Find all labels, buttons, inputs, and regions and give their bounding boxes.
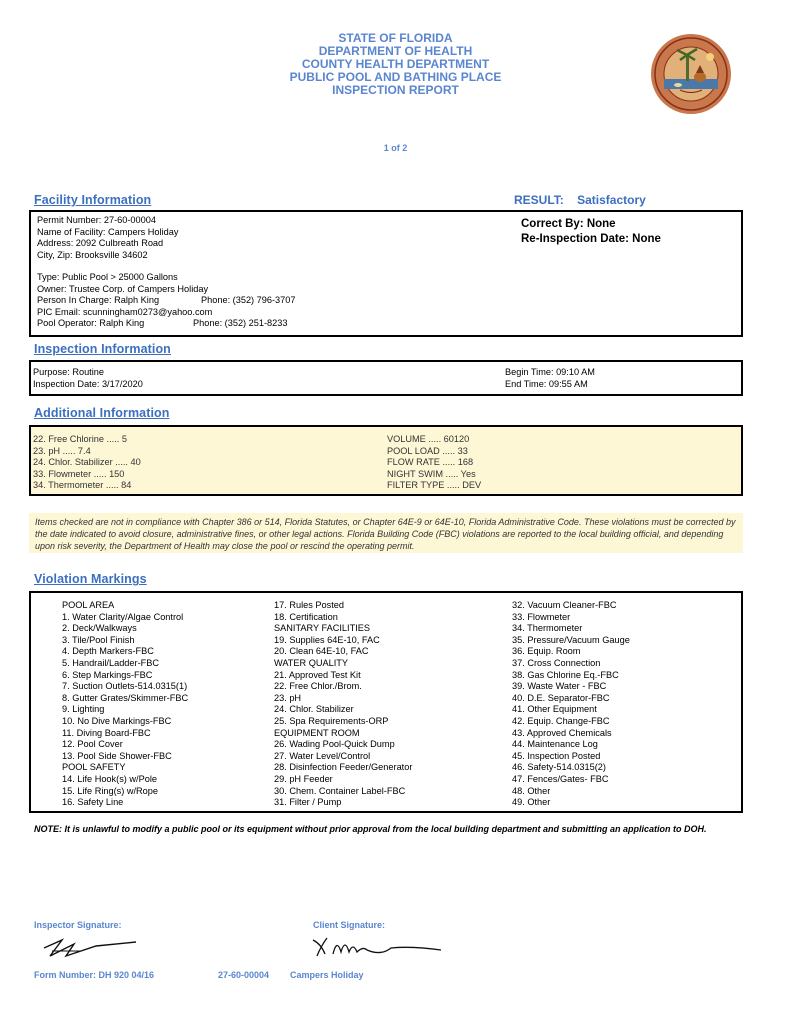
violation-item: 37. Cross Connection — [512, 657, 601, 668]
violation-item: 46. Safety-514.0315(2) — [512, 762, 606, 773]
violation-item: 33. Flowmeter — [512, 611, 571, 622]
person-phone: Phone: (352) 796-3707 — [201, 295, 296, 305]
facility-owner: Owner: Trustee Corp. of Campers Holiday — [37, 283, 209, 294]
violation-item: 11. Diving Board-FBC — [62, 727, 151, 738]
violation-item: 14. Life Hook(s) w/Pole — [62, 773, 157, 784]
additional-left-item: 24. Chlor. Stabilizer ..... 40 — [33, 457, 141, 467]
violation-item: EQUIPMENT ROOM — [274, 727, 360, 738]
violation-item: 12. Pool Cover — [62, 739, 123, 750]
additional-left-item: 34. Thermometer ..... 84 — [33, 480, 132, 490]
person-in-charge — [37, 295, 296, 307]
result — [514, 193, 646, 207]
violation-item: 47. Fences/Gates- FBC — [512, 773, 609, 784]
additional-left — [33, 434, 141, 492]
correct-by: Correct By: None — [521, 218, 616, 230]
violation-item: 22. Free Chlor./Brom. — [274, 681, 362, 692]
facility-city: City, Zip: Brooksville 34602 — [37, 249, 148, 260]
facility-type: Type: Public Pool > 25000 Gallons — [37, 272, 178, 282]
reinspection-date: Re-Inspection Date: None — [521, 233, 661, 245]
inspection-date: Inspection Date: 3/17/2020 — [33, 378, 143, 389]
form-number: Form Number: DH 920 04/16 — [34, 970, 155, 980]
correction-info — [521, 217, 661, 247]
violation-item: 34. Thermometer — [512, 623, 583, 634]
inspector-signature — [40, 934, 150, 967]
violation-item: 48. Other — [512, 785, 551, 796]
violation-item: 8. Gutter Grates/Skimmer-FBC — [62, 692, 189, 703]
additional-right-item: FLOW RATE ..... 168 — [387, 457, 474, 467]
permit-number: Permit Number: 27-60-00004 — [37, 215, 156, 225]
operator-name: Pool Operator: Ralph King — [37, 318, 145, 328]
violation-item: POOL SAFETY — [62, 762, 126, 773]
violation-item: 49. Other — [512, 797, 551, 808]
violation-item: 6. Step Markings-FBC — [62, 669, 153, 680]
legal-note: NOTE: It is unlawful to modify a public pool or its equipment without prior approval from the local building department and submitting an application to DOH. — [34, 824, 707, 834]
violations-col-1 — [62, 600, 188, 809]
violation-item: SANITARY FACILITIES — [274, 623, 370, 634]
violation-item: 17. Rules Posted — [274, 600, 344, 610]
additional-right — [387, 434, 481, 492]
additional-right-item: VOLUME ..... 60120 — [387, 434, 470, 444]
violation-item: 42. Equip. Change-FBC — [512, 715, 610, 726]
violation-item: 15. Life Ring(s) w/Rope — [62, 785, 159, 796]
footer-facility: Campers Holiday — [290, 970, 364, 980]
header-line-1: STATE OF FLORIDA — [338, 31, 453, 45]
violation-item: 16. Safety Line — [62, 797, 124, 808]
violation-item: 45. Inspection Posted — [512, 750, 601, 761]
violation-item: 1. Water Clarity/Algae Control — [62, 611, 184, 622]
violation-item: 35. Pressure/Vacuum Gauge — [512, 634, 630, 645]
violations-col-2 — [274, 600, 412, 809]
violation-item: 9. Lighting — [62, 704, 105, 715]
violation-item: 29. pH Feeder — [274, 773, 333, 784]
violation-item: POOL AREA — [62, 600, 115, 610]
additional-right-item: POOL LOAD ..... 33 — [387, 445, 468, 456]
footer-permit: 27-60-00004 — [218, 970, 270, 980]
additional-section-title: Additional Information — [34, 406, 170, 420]
page-number: 1 of 2 — [383, 143, 408, 153]
inspector-signature-label: Inspector Signature: — [34, 920, 122, 930]
violation-item: 21. Approved Test Kit — [274, 669, 361, 680]
pic-email: PIC Email: scunningham0273@yahoo.com — [37, 306, 213, 317]
violation-item: 7. Suction Outlets-514.0315(1) — [62, 681, 188, 692]
result-label: RESULT: — [514, 193, 564, 207]
violation-item: 43. Approved Chemicals — [512, 727, 612, 738]
additional-right-item: NIGHT SWIM ..... Yes — [387, 468, 476, 479]
facility-address: Address: 2092 Culbreath Road — [37, 238, 164, 248]
violation-item: 18. Certification — [274, 611, 338, 622]
additional-left-item: 22. Free Chlorine ..... 5 — [33, 434, 127, 444]
additional-right-item: FILTER TYPE ..... DEV — [387, 480, 482, 490]
inspection-section-title: Inspection Information — [34, 342, 171, 356]
inspection-right — [505, 367, 595, 390]
compliance-notice: Items checked are not in compliance with Chapter 386 or 514, Florida Statutes, or Chapter 64E-9 or 64E-10, Florida Administrative Code. These violations must be corrected by the date indicated to avoid closure, administrative fines, or other legal actions. Florida Building Code (FBC) violations are reported to the local building official, and depending upon risk severity, the Department of Health may close the pool or rescind the operating permit. — [29, 513, 743, 553]
header-line-3: COUNTY HEALTH DEPARTMENT — [301, 57, 490, 71]
violation-item: 4. Depth Markers-FBC — [62, 646, 154, 657]
client-signature — [311, 932, 451, 967]
additional-left-item: 23. pH ..... 7.4 — [33, 445, 91, 456]
facility-details — [37, 215, 296, 330]
additional-left-item: 33. Flowmeter ..... 150 — [33, 468, 125, 479]
violation-item: 41. Other Equipment — [512, 704, 597, 715]
violation-item: 5. Handrail/Ladder-FBC — [62, 657, 160, 668]
result-value: Satisfactory — [577, 193, 646, 207]
violation-item: 27. Water Level/Control — [274, 750, 371, 761]
violation-item: 40. D.E. Separator-FBC — [512, 692, 610, 703]
violation-item: 36. Equip. Room — [512, 646, 581, 657]
violation-item: 10. No Dive Markings-FBC — [62, 715, 172, 726]
person-name: Person In Charge: Ralph King — [37, 295, 160, 305]
facility-section-title: Facility Information — [34, 193, 152, 207]
begin-time: Begin Time: 09:10 AM — [505, 367, 595, 377]
violations-col-3 — [512, 600, 630, 809]
violations-section-title: Violation Markings — [34, 572, 147, 586]
inspection-purpose: Purpose: Routine — [33, 367, 104, 377]
violation-item: 39. Waste Water - FBC — [512, 681, 607, 692]
florida-seal-icon — [650, 33, 732, 115]
header-line-5: INSPECTION REPORT — [332, 83, 459, 97]
violation-item: 32. Vacuum Cleaner-FBC — [512, 600, 617, 610]
header-line-2: DEPARTMENT OF HEALTH — [318, 44, 473, 58]
violation-item: 38. Gas Chlorine Eq.-FBC — [512, 669, 619, 680]
violation-item: 20. Clean 64E-10, FAC — [274, 646, 369, 657]
violation-item: 25. Spa Requirements-ORP — [274, 715, 389, 726]
violation-item: 28. Disinfection Feeder/Generator — [274, 762, 413, 773]
pool-operator — [37, 318, 288, 330]
violation-item: 13. Pool Side Shower-FBC — [62, 750, 172, 761]
violation-item: 2. Deck/Walkways — [62, 623, 137, 634]
violation-item: 44. Maintenance Log — [512, 739, 598, 750]
facility-name: Name of Facility: Campers Holiday — [37, 226, 179, 237]
violation-item: 31. Filter / Pump — [274, 797, 342, 808]
client-signature-label: Client Signature: — [313, 920, 386, 930]
violation-item: 30. Chem. Container Label-FBC — [274, 785, 406, 796]
violation-item: 23. pH — [274, 692, 302, 703]
operator-phone: Phone: (352) 251-8233 — [193, 318, 288, 328]
end-time: End Time: 09:55 AM — [505, 378, 588, 389]
inspection-left — [33, 367, 143, 390]
violation-item: 19. Supplies 64E-10, FAC — [274, 634, 380, 645]
violation-item: 26. Wading Pool-Quick Dump — [274, 739, 395, 750]
header-line-4: PUBLIC POOL AND BATHING PLACE — [289, 70, 502, 84]
violation-item: 3. Tile/Pool Finish — [62, 634, 135, 645]
violation-item: 24. Chlor. Stabilizer — [274, 704, 354, 715]
violation-item: WATER QUALITY — [274, 657, 349, 668]
